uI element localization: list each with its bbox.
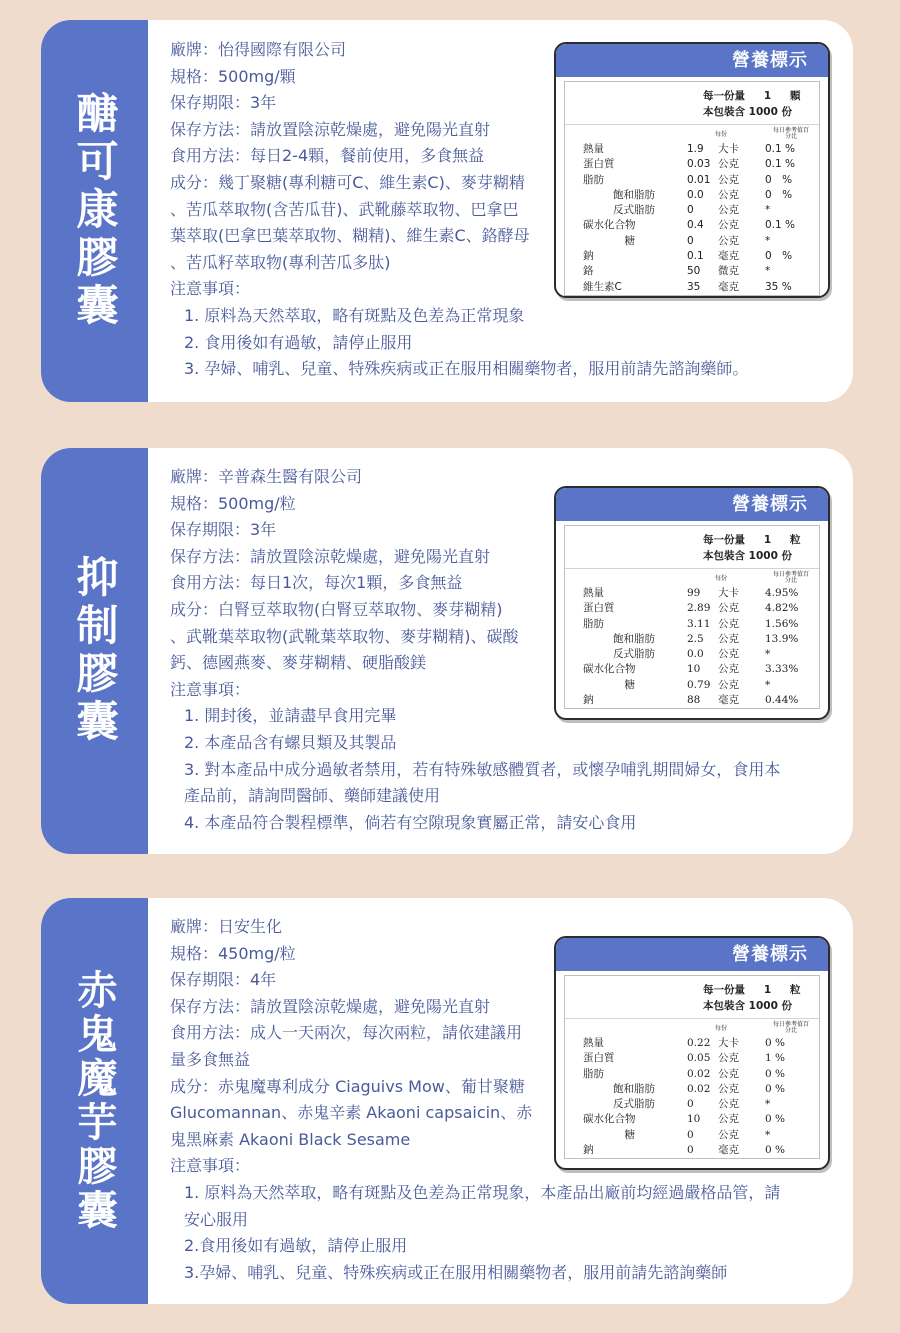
daily-value-header: 每日參考值百分比 xyxy=(772,127,809,140)
nutrient-daily-value: * xyxy=(765,204,771,217)
per-pack-value: 1000 xyxy=(748,1000,778,1012)
nutrient-daily-value: * xyxy=(765,234,771,247)
ingredients-line: 鬼黑麻素 Akaoni Black Sesame xyxy=(170,1129,411,1149)
nutrient-amount: 2.89 xyxy=(687,602,711,615)
nutrient-name: 鈉 xyxy=(583,1144,594,1157)
nutrient-name: 糖 xyxy=(624,234,635,247)
nutrient-unit: 公克 xyxy=(718,1082,739,1095)
nutrient-amount: 0.1 xyxy=(687,250,704,263)
serving-unit: 顆 xyxy=(790,90,801,102)
nutrient-name: 反式脂肪 xyxy=(613,648,655,661)
serving-size-row xyxy=(565,532,819,548)
nutrient-daily-value: 1 % xyxy=(765,1052,785,1065)
nutrient-name: 鈉 xyxy=(583,250,594,263)
nutrient-daily-value: 0 % xyxy=(765,173,793,186)
ingredients-line: 、苦瓜萃取物(含苦瓜苷)、武靴藤萃取物、巴拿巴 xyxy=(170,199,519,219)
storage-line: 保存方法：請放置陰涼乾燥處，避免陽光直射 xyxy=(170,546,491,566)
nutrient-name: 糖 xyxy=(624,678,635,691)
nutrient-amount: 0 xyxy=(687,1144,694,1157)
nutrient-amount: 0.0 xyxy=(687,648,704,661)
nutrient-amount: 0 xyxy=(687,234,694,247)
spec-line: 規格：450mg/粒 xyxy=(170,943,296,963)
nutrient-name: 鈉 xyxy=(583,694,594,707)
nutrient-daily-value: * xyxy=(765,678,771,691)
nutrient-name: 鉻 xyxy=(583,265,594,278)
nutrient-unit: 公克 xyxy=(718,678,739,691)
shelf-life-line: 保存期限：3年 xyxy=(170,93,277,113)
product-info xyxy=(148,20,853,402)
nutrient-amount: 0 xyxy=(687,204,694,217)
daily-value-header: 每日參考值百分比 xyxy=(772,571,809,584)
nutrient-name: 蛋白質 xyxy=(583,158,615,171)
nutrient-name: 脂肪 xyxy=(583,1067,604,1080)
nutrient-amount: 3.11 xyxy=(687,617,711,630)
note-item: 3.孕婦、哺乳、兒童、特殊疾病或正在服用相關藥物者，服用前請先諮詢藥師 xyxy=(184,1262,728,1282)
nutrient-name: 碳水化合物 xyxy=(583,1113,636,1126)
nutrient-daily-value: 0.44% xyxy=(765,694,799,707)
nutrient-name: 糖 xyxy=(624,1128,635,1141)
note-item: 安心服用 xyxy=(184,1209,249,1229)
nutrition-row xyxy=(565,632,819,647)
nutrient-unit: 公克 xyxy=(718,188,739,201)
serving-size-row xyxy=(565,982,819,998)
nutrient-unit: 公克 xyxy=(718,204,739,217)
nutrient-name: 飽和脂肪 xyxy=(613,1082,655,1095)
nutrient-unit: 公克 xyxy=(718,1098,739,1111)
nutrition-panel xyxy=(554,42,830,298)
per-pack-unit: 份 xyxy=(781,550,793,562)
nutrient-daily-value: 0 % xyxy=(765,1144,785,1157)
nutrient-unit: 大卡 xyxy=(718,143,739,155)
per-pack-unit: 份 xyxy=(781,106,793,118)
nutrition-row xyxy=(565,1051,819,1066)
product-title-bar xyxy=(41,448,148,854)
nutrient-daily-value: 0 % xyxy=(765,1082,785,1095)
nutrition-row xyxy=(565,280,819,295)
nutrient-name: 脂肪 xyxy=(583,617,604,630)
nutrition-row xyxy=(565,601,819,616)
nutrition-table xyxy=(564,975,820,1159)
nutrient-unit: 公克 xyxy=(718,219,739,232)
nutrition-row xyxy=(565,1112,819,1127)
product-card-1 xyxy=(41,20,853,402)
nutrient-amount: 88 xyxy=(687,694,701,707)
servings-per-pack-row xyxy=(565,104,819,120)
per-pack-unit: 份 xyxy=(781,1000,793,1012)
shelf-life-line: 保存期限：3年 xyxy=(170,520,277,540)
nutrient-unit: 毫克 xyxy=(718,250,739,263)
nutrition-header: 營養標示 xyxy=(556,488,828,521)
nutrition-row xyxy=(565,1097,819,1112)
nutrient-daily-value: * xyxy=(765,648,771,661)
ingredients-line: 鈣、德國燕麥、麥芽糊精、硬脂酸鎂 xyxy=(170,653,427,673)
nutrient-daily-value: 13.9% xyxy=(765,632,799,645)
note-item: 2. 本產品含有螺貝類及其製品 xyxy=(184,732,397,752)
nutrient-unit: 毫克 xyxy=(718,1144,739,1157)
note-item: 2.食用後如有過敏，請停止服用 xyxy=(184,1236,408,1256)
storage-line: 保存方法：請放置陰涼乾燥處，避免陽光直射 xyxy=(170,996,491,1016)
serving-value: 1 xyxy=(763,984,772,996)
nutrient-name: 熱量 xyxy=(583,143,604,155)
nutrient-amount: 0.02 xyxy=(687,1067,711,1080)
nutrient-name: 碳水化合物 xyxy=(583,663,636,676)
nutrient-name: 飽和脂肪 xyxy=(613,632,655,645)
product-title: 赤鬼魔芋膠囊 xyxy=(71,969,117,1233)
product-card-2 xyxy=(41,448,853,854)
nutrition-row xyxy=(565,188,819,203)
nutrient-name: 反式脂肪 xyxy=(613,1098,655,1111)
spec-line: 規格：500mg/顆 xyxy=(170,66,296,86)
daily-value-header: 每日參考值百分比 xyxy=(772,1021,809,1034)
product-title: 醣可康膠囊 xyxy=(70,91,120,331)
serving-unit: 粒 xyxy=(790,534,801,546)
nutrition-row xyxy=(565,1143,819,1158)
nutrient-name: 反式脂肪 xyxy=(613,204,655,217)
ingredients-line: 成分：赤鬼魔專利成分 Ciaguivs Mow、葡甘聚糖 xyxy=(170,1076,525,1096)
nutrient-name: 蛋白質 xyxy=(583,602,615,615)
nutrient-unit: 公克 xyxy=(718,663,739,676)
nutrition-table xyxy=(564,525,820,709)
serving-label: 每一份量 xyxy=(703,90,745,102)
ingredients-line: 、苦瓜籽萃取物(專利苦瓜多肽) xyxy=(170,252,391,272)
per-serving-header: 每份 xyxy=(715,575,728,582)
nutrition-row xyxy=(565,617,819,632)
usage-line: 量多食無益 xyxy=(170,1049,251,1069)
nutrient-unit: 公克 xyxy=(718,602,739,615)
nutrient-daily-value: * xyxy=(765,1098,771,1111)
nutrition-row xyxy=(565,157,819,172)
ingredients-line: 、武靴葉萃取物(武靴葉萃取物、麥芽糊精)、碳酸 xyxy=(170,626,519,646)
nutrition-row xyxy=(565,1082,819,1097)
nutrition-row xyxy=(565,662,819,677)
servings-per-pack-row xyxy=(565,998,819,1014)
nutrient-unit: 公克 xyxy=(718,158,739,171)
nutrition-row xyxy=(565,693,819,708)
nutrient-name: 熱量 xyxy=(583,1037,604,1049)
nutrient-daily-value: 0.1 % xyxy=(765,219,796,232)
nutrition-row xyxy=(565,142,819,157)
nutrient-name: 脂肪 xyxy=(583,173,604,186)
nutrient-name: 飽和脂肪 xyxy=(613,188,655,201)
nutrition-column-header xyxy=(565,1018,819,1036)
nutrient-unit: 大卡 xyxy=(718,587,739,599)
nutrient-amount: 0.4 xyxy=(687,219,704,232)
nutrient-amount: 0.22 xyxy=(687,1037,711,1049)
nutrient-daily-value: 0.1 % xyxy=(765,143,796,155)
nutrient-daily-value: * xyxy=(765,265,771,278)
notes-heading: 注意事項： xyxy=(170,1156,251,1176)
nutrition-column-header xyxy=(565,124,819,142)
per-serving-header: 每份 xyxy=(715,131,728,138)
per-pack-value: 1000 xyxy=(748,106,778,118)
nutrient-daily-value: 0 % xyxy=(765,250,793,263)
nutrient-amount: 50 xyxy=(687,265,701,278)
nutrient-amount: 0 xyxy=(687,1128,694,1141)
note-item: 1. 開封後，並請盡早食用完畢 xyxy=(184,706,397,726)
notes-heading: 注意事項： xyxy=(170,679,251,699)
nutrient-daily-value: 4.82% xyxy=(765,602,799,615)
product-card-3 xyxy=(41,898,853,1304)
nutrient-daily-value: 4.95% xyxy=(765,587,799,599)
nutrition-row xyxy=(565,678,819,693)
nutrient-name: 維生素C xyxy=(583,280,622,293)
nutrition-row xyxy=(565,203,819,218)
nutrition-row xyxy=(565,173,819,188)
nutrient-name: 熱量 xyxy=(583,587,604,599)
serving-size-row xyxy=(565,88,819,104)
product-title-bar xyxy=(41,898,148,1304)
nutrient-daily-value: 3.33% xyxy=(765,663,799,676)
serving-unit: 粒 xyxy=(790,984,801,996)
nutrient-daily-value: 0 % xyxy=(765,1037,785,1049)
nutrition-panel xyxy=(554,936,830,1170)
usage-line: 食用方法：成人一天兩次，每次兩粒，請依建議用 xyxy=(170,1023,523,1043)
nutrition-table xyxy=(564,81,820,296)
nutrition-row xyxy=(565,1067,819,1082)
nutrient-daily-value: 35 % xyxy=(765,280,792,293)
nutrient-amount: 0.05 xyxy=(687,1052,711,1065)
note-item: 3. 對本產品中成分過敏者禁用，若有特殊敏感體質者，或懷孕哺乳期間婦女，食用本 xyxy=(184,759,781,779)
nutrition-header: 營養標示 xyxy=(556,44,828,77)
nutrient-name: 蛋白質 xyxy=(583,1052,615,1065)
product-title: 抑制膠囊 xyxy=(70,555,120,747)
nutrient-unit: 毫克 xyxy=(718,280,739,293)
product-title-bar xyxy=(41,20,148,402)
per-pack-value: 1000 xyxy=(748,550,778,562)
nutrient-unit: 公克 xyxy=(718,234,739,247)
per-pack-label: 本包裝含 xyxy=(703,106,745,118)
shelf-life-line: 保存期限：4年 xyxy=(170,970,277,990)
nutrient-unit: 公克 xyxy=(718,1113,739,1126)
nutrient-unit: 公克 xyxy=(718,1128,739,1141)
nutrient-unit: 大卡 xyxy=(718,1037,739,1049)
nutrient-daily-value: 0 % xyxy=(765,1067,785,1080)
nutrient-amount: 35 xyxy=(687,280,701,293)
serving-value: 1 xyxy=(763,534,772,546)
note-item: 1. 原料為天然萃取，略有斑點及色差為正常現象，本產品出廠前均經過嚴格品管，請 xyxy=(184,1182,781,1202)
product-info xyxy=(148,448,853,854)
nutrient-unit: 毫克 xyxy=(718,694,739,707)
nutrition-row xyxy=(565,586,819,601)
usage-line: 食用方法：每日1次，每次1顆，多食無益 xyxy=(170,573,463,593)
brand-line: 廠牌：日安生化 xyxy=(170,917,283,936)
note-item: 1. 原料為天然萃取，略有斑點及色差為正常現象 xyxy=(184,305,525,325)
nutrition-row xyxy=(565,1036,819,1051)
nutrient-amount: 2.5 xyxy=(687,632,704,645)
nutrient-amount: 99 xyxy=(687,587,701,599)
nutrition-row xyxy=(565,1128,819,1143)
nutrient-amount: 10 xyxy=(687,1113,701,1126)
nutrient-amount: 0.01 xyxy=(687,173,711,186)
nutrient-unit: 公克 xyxy=(718,173,739,186)
nutrient-daily-value: 0 % xyxy=(765,188,793,201)
nutrient-unit: 公克 xyxy=(718,632,739,645)
nutrition-row xyxy=(565,249,819,264)
nutrient-amount: 0.03 xyxy=(687,158,711,171)
nutrition-row xyxy=(565,264,819,279)
nutrition-row xyxy=(565,218,819,233)
note-item: 3. 孕婦、哺乳、兒童、特殊疾病或正在服用相關藥物者，服用前請先諮詢藥師。 xyxy=(184,359,749,379)
nutrient-unit: 公克 xyxy=(718,617,739,630)
per-pack-label: 本包裝含 xyxy=(703,1000,745,1012)
note-item: 4. 本產品符合製程標準，倘若有空隙現象實屬正常，請安心食用 xyxy=(184,812,637,832)
product-info xyxy=(148,898,853,1304)
nutrition-row xyxy=(565,234,819,249)
nutrition-header: 營養標示 xyxy=(556,938,828,971)
ingredients-line: 葉萃取(巴拿巴葉萃取物、糊精)、維生素C、鉻酵母 xyxy=(170,226,530,246)
spec-line: 規格：500mg/粒 xyxy=(170,493,296,513)
nutrient-daily-value: 0.1 % xyxy=(765,158,796,171)
nutrient-amount: 0.79 xyxy=(687,678,711,691)
ingredients-line: 成分：幾丁聚糖(專利糖可C、維生素C)、麥芽糊精 xyxy=(170,172,525,192)
nutrient-unit: 公克 xyxy=(718,1067,739,1080)
nutrition-row xyxy=(565,647,819,662)
serving-value: 1 xyxy=(763,90,772,102)
per-pack-label: 本包裝含 xyxy=(703,550,745,562)
nutrient-amount: 0 xyxy=(687,1098,694,1111)
usage-line: 食用方法：每日2-4顆，餐前使用，多食無益 xyxy=(170,146,485,166)
nutrition-column-header xyxy=(565,568,819,586)
notes-heading: 注意事項： xyxy=(170,279,251,299)
nutrient-daily-value: * xyxy=(765,1128,771,1141)
nutrient-daily-value: 1.56% xyxy=(765,617,799,630)
nutrient-amount: 10 xyxy=(687,663,701,676)
brand-line: 廠牌：怡得國際有限公司 xyxy=(170,40,347,59)
nutrient-unit: 公克 xyxy=(718,1052,739,1065)
nutrient-amount: 1.9 xyxy=(687,143,704,155)
note-item: 產品前，請詢問醫師、藥師建議使用 xyxy=(184,786,441,806)
nutrient-unit: 公克 xyxy=(718,648,739,661)
nutrient-unit: 微克 xyxy=(718,265,739,278)
storage-line: 保存方法：請放置陰涼乾燥處，避免陽光直射 xyxy=(170,119,491,139)
serving-label: 每一份量 xyxy=(703,984,745,996)
serving-label: 每一份量 xyxy=(703,534,745,546)
nutrient-name: 碳水化合物 xyxy=(583,219,636,232)
servings-per-pack-row xyxy=(565,548,819,564)
nutrition-panel xyxy=(554,486,830,720)
ingredients-line: 成分：白腎豆萃取物(白腎豆萃取物、麥芽糊精) xyxy=(170,599,503,619)
note-item: 2. 食用後如有過敏，請停止服用 xyxy=(184,332,413,352)
per-serving-header: 每份 xyxy=(715,1025,728,1032)
brand-line: 廠牌：辛普森生醫有限公司 xyxy=(170,467,363,486)
ingredients-line: Glucomannan、赤鬼辛素 Akaoni capsaicin、赤 xyxy=(170,1103,533,1123)
nutrient-amount: 0.0 xyxy=(687,188,704,201)
nutrient-amount: 0.02 xyxy=(687,1082,711,1095)
nutrient-daily-value: 0 % xyxy=(765,1113,785,1126)
